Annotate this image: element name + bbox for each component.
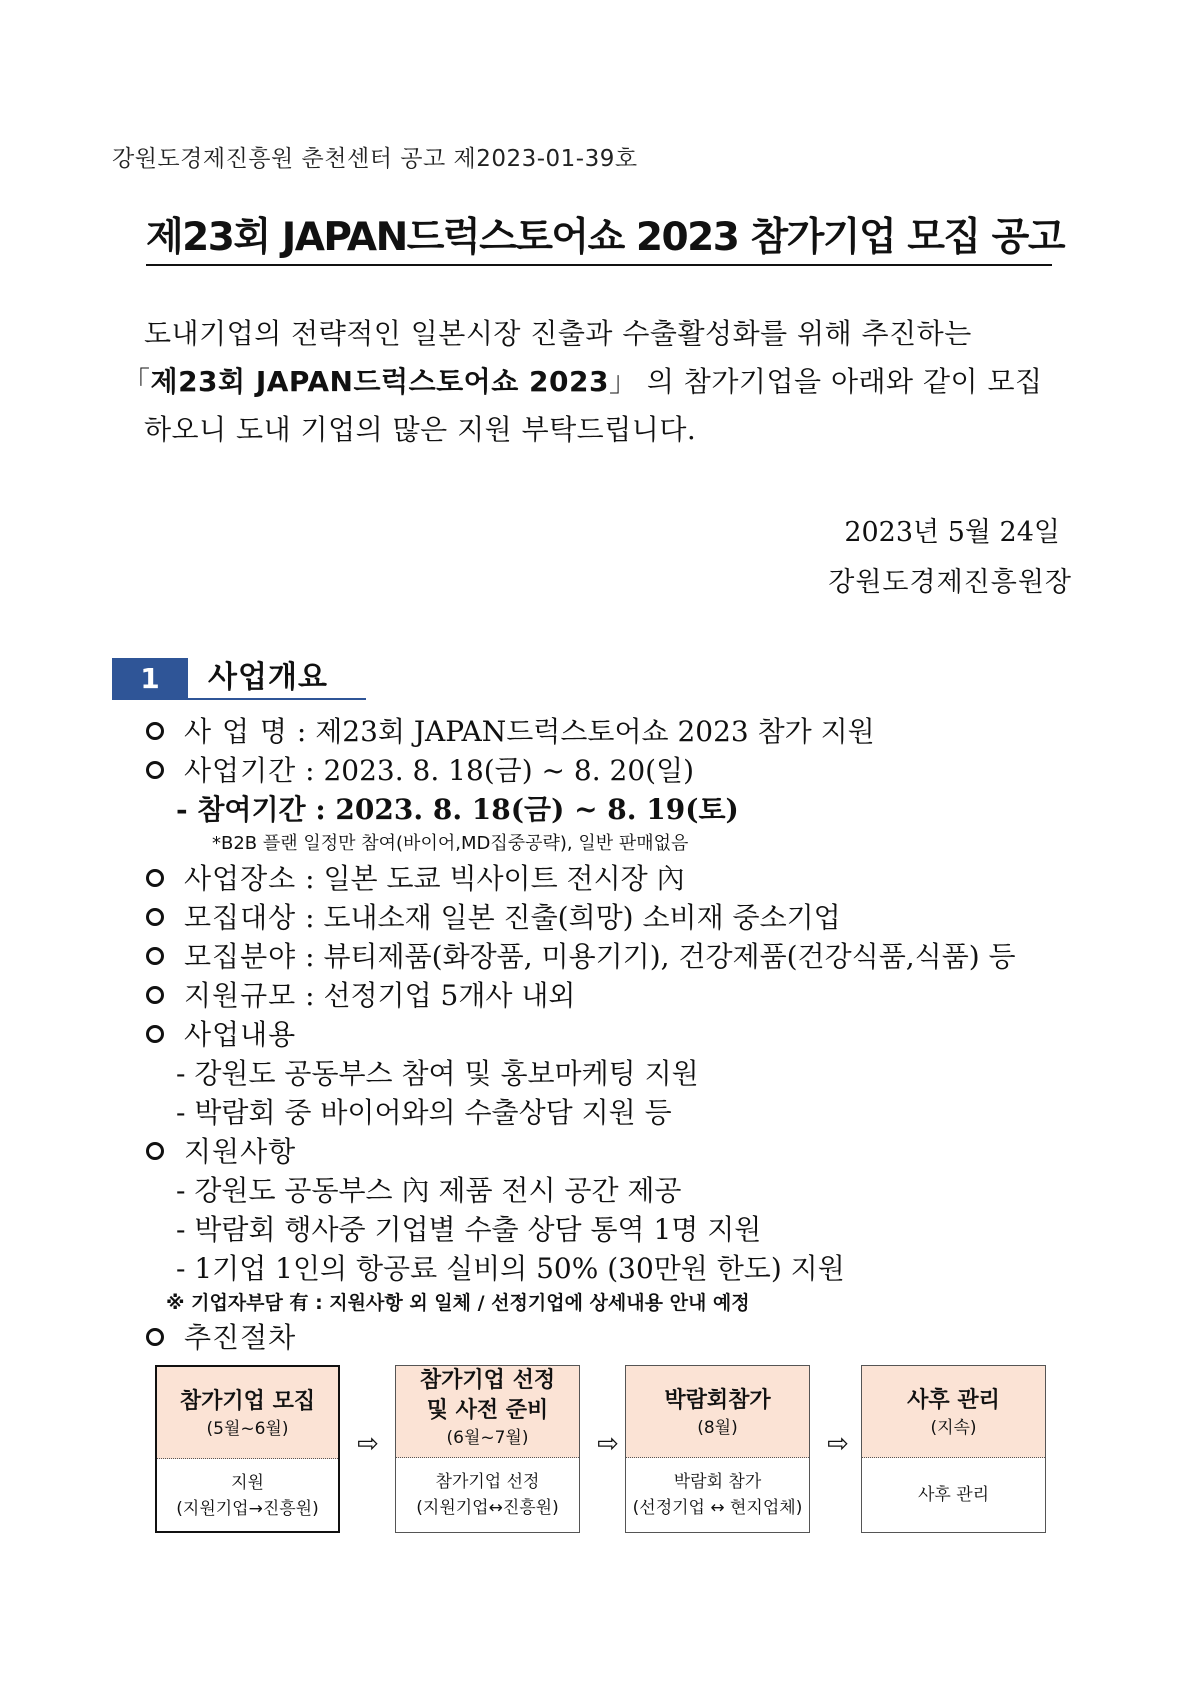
flow-step-period: (8월) (697, 1418, 738, 1438)
item-participation (146, 790, 1016, 829)
flow-step-desc: 지원 (231, 1473, 264, 1493)
participation-note: *B2B 플랜 일정만 참여(바이어,MD집중공략), 일반 판매없음 (212, 833, 689, 854)
item-value: 선정기업 5개사 내외 (323, 979, 576, 1012)
item-label: 모집대상 (184, 901, 297, 934)
separator: : (305, 901, 315, 934)
separator: : (296, 715, 307, 748)
flow-step-selection (395, 1365, 580, 1533)
item-value: 도내소재 일본 진출(희망) 소비재 중소기업 (323, 901, 841, 934)
separator: : (305, 940, 315, 973)
flow-step-desc: 박람회 참가 (673, 1472, 762, 1492)
item-label: 사업내용 (184, 1018, 297, 1051)
flow-step-title: 참가기업 모집 (179, 1389, 316, 1414)
item-procedure (146, 1318, 1016, 1357)
item-label: 사업기간 (184, 754, 297, 787)
flow-step-header (626, 1366, 809, 1458)
burden-note: ※ 기업자부담 有 : 지원사항 외 일체 / 선정기업에 상세내용 안내 예정 (166, 1292, 750, 1314)
circle-bullet-icon (146, 908, 164, 926)
overview-list (146, 712, 1016, 1357)
circle-bullet-icon (146, 1025, 164, 1043)
flow-step-period: (5월~6월) (206, 1419, 289, 1439)
issuer-name: 강원도경제진흥원장 (828, 567, 1072, 598)
flow-step-desc: 사후 관리 (917, 1485, 990, 1505)
item-scale (146, 976, 1016, 1015)
flow-step-header (157, 1367, 338, 1459)
notice-number: 강원도경제진흥원 춘천센터 공고 제2023-01-39호 (112, 146, 638, 172)
flow-step-period: (지속) (930, 1418, 977, 1438)
flow-step-followup (861, 1365, 1046, 1533)
intro-line-2 (122, 358, 1043, 406)
flow-step-header (396, 1366, 579, 1458)
flow-step-body (396, 1458, 579, 1532)
right-arrow-icon: ⇨ (827, 1429, 849, 1459)
intro-line-3: 하오니 도내 기업의 많은 지원 부탁드립니다. (144, 413, 697, 446)
item-value: 2023. 8. 18(금) ~ 8. 19(토) (335, 793, 739, 826)
flow-step-body (157, 1459, 338, 1533)
procedure-flow (155, 1365, 1035, 1535)
item-label: - 참여기간 (176, 793, 306, 826)
item-value: 2023. 8. 18(금) ~ 8. 20(일) (323, 754, 695, 787)
bracket-open: 「 (122, 365, 151, 398)
item-value: 일본 도쿄 빅사이트 전시장 內 (323, 862, 685, 895)
flow-step-desc-detail: (선정기업 ↔ 현지업체) (632, 1498, 803, 1518)
section-title: 사업개요 (208, 660, 328, 695)
circle-bullet-icon (146, 947, 164, 965)
event-name: 제23회 JAPAN드럭스토어쇼 2023 (150, 365, 609, 398)
content-sub-item: - 박람회 중 바이어와의 수출상담 지원 등 (176, 1096, 672, 1129)
flow-step-body (626, 1458, 809, 1532)
notice-date: 2023년 5월 24일 (844, 517, 1060, 548)
circle-bullet-icon (146, 1142, 164, 1160)
section-header (112, 658, 366, 700)
item-label: 지원규모 (184, 979, 297, 1012)
intro-line-1: 도내기업의 전략적인 일본시장 진출과 수출활성화를 위해 추진하는 (144, 317, 972, 350)
flow-step-period: (6월~7월) (446, 1428, 529, 1448)
flow-step-desc-detail: (지원기업→진흥원) (176, 1499, 319, 1519)
flow-step-desc-detail: (지원기업↔진흥원) (416, 1498, 559, 1518)
item-venue (146, 859, 1016, 898)
circle-bullet-icon (146, 722, 164, 740)
flow-step-desc: 참가기업 선정 (435, 1472, 540, 1492)
separator: : (305, 862, 315, 895)
separator: : (305, 754, 315, 787)
item-support (146, 1132, 1016, 1171)
item-label: 사 업 명 (184, 715, 288, 748)
intro-line-2-rest: 의 참가기업을 아래와 같이 모집 (637, 365, 1043, 398)
item-label: 지원사항 (184, 1135, 297, 1168)
intro-paragraph (122, 310, 1043, 454)
content-sub-item: - 강원도 공동부스 참여 및 홍보마케팅 지원 (176, 1057, 699, 1090)
item-content (146, 1015, 1016, 1054)
circle-bullet-icon (146, 869, 164, 887)
support-sub-item: - 박람회 행사중 기업별 수출 상담 통역 1명 지원 (176, 1213, 762, 1246)
document-title: 제23회 JAPAN드럭스토어쇼 2023 참가기업 모집 공고 (146, 206, 1052, 266)
item-name (146, 712, 1016, 751)
item-period (146, 751, 1016, 790)
item-target (146, 898, 1016, 937)
circle-bullet-icon (146, 986, 164, 1004)
bracket-close: 」 (608, 365, 638, 398)
right-arrow-icon: ⇨ (597, 1429, 619, 1459)
item-label: 모집분야 (184, 940, 297, 973)
flow-step-title: 박람회참가 (664, 1388, 771, 1413)
flow-step-header (862, 1366, 1045, 1458)
right-arrow-icon: ⇨ (357, 1429, 379, 1459)
flow-step-recruit (155, 1365, 340, 1533)
section-number: 1 (112, 658, 188, 700)
support-sub-item: - 강원도 공동부스 內 제품 전시 공간 제공 (176, 1174, 682, 1207)
item-value: 제23회 JAPAN드럭스토어쇼 2023 참가 지원 (315, 715, 875, 748)
separator: : (305, 979, 315, 1012)
item-label: 추진절차 (184, 1321, 297, 1354)
item-label: 사업장소 (184, 862, 297, 895)
flow-step-title: 참가기업 선정 및 사전 준비 (419, 1368, 556, 1423)
circle-bullet-icon (146, 1328, 164, 1346)
flow-step-body (862, 1458, 1045, 1532)
flow-step-fair (625, 1365, 810, 1533)
circle-bullet-icon (146, 761, 164, 779)
separator: : (315, 793, 326, 826)
support-sub-item: - 1기업 1인의 항공료 실비의 50% (30만원 한도) 지원 (176, 1252, 845, 1285)
flow-step-title: 사후 관리 (907, 1388, 1000, 1413)
item-field (146, 937, 1016, 976)
item-value: 뷰티제품(화장품, 미용기기), 건강제품(건강식품,식품) 등 (323, 940, 1016, 973)
